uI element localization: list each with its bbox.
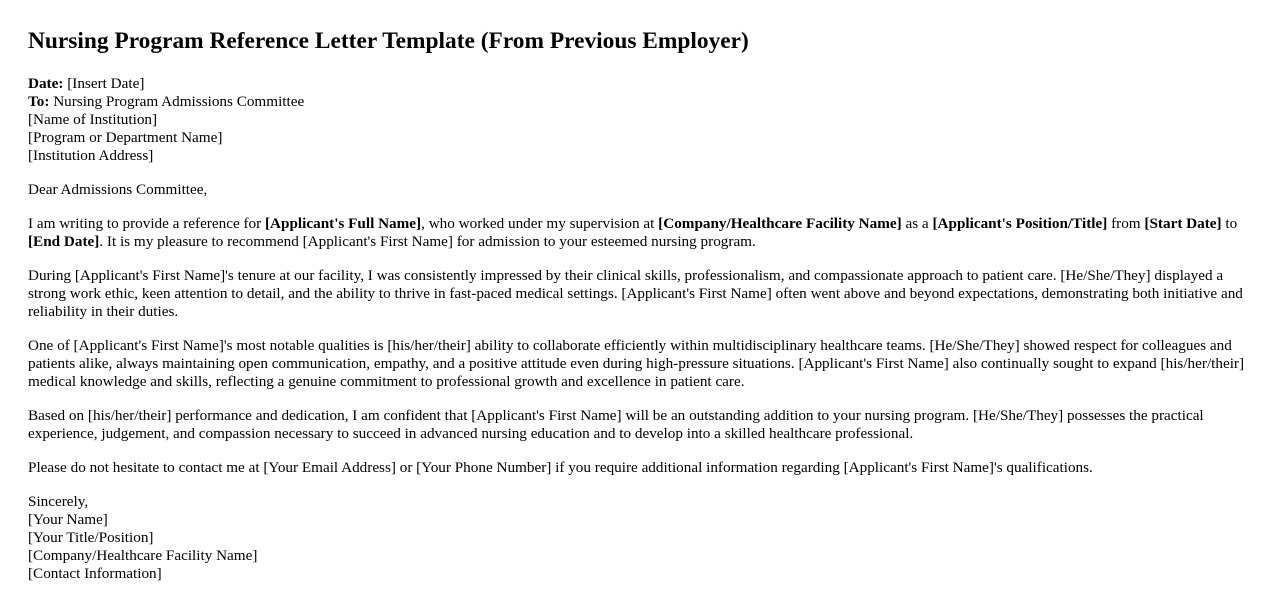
p1-text-2: , who worked under my supervision at bbox=[421, 215, 659, 232]
institution-line: [Name of Institution] bbox=[28, 111, 158, 128]
applicant-full-name: [Applicant's Full Name] bbox=[265, 215, 422, 232]
address-line: [Institution Address] bbox=[28, 147, 154, 164]
p1-text-6: . It is my pleasure to recommend [Applicant's First Name] for admission to your esteemed nursing program. bbox=[99, 233, 756, 250]
greeting: Dear Admissions Committee, bbox=[28, 181, 208, 198]
paragraph-qualities: One of [Applicant's First Name]'s most notable qualities is [his/her/their] ability to collaborate efficiently within multidisciplinary healthcare teams. [He/She/They] showed respect for colleagues and patients alike, always maintaining open communication, empathy, and a positive attitude even during high-pressure situations. [Applicant's First Name] also continually sought to expand [his/her/their] medical knowledge and skills, reflecting a genuine commitment to professional growth and excellence in patient care. bbox=[28, 337, 1245, 390]
paragraph-contact: Please do not hesitate to contact me at [Your Email Address] or [Your Phone Number] if you require additional information regarding [Applicant's First Name]'s qualifications. bbox=[28, 459, 1093, 476]
letter-closing bbox=[28, 493, 1252, 583]
program-line: [Program or Department Name] bbox=[28, 129, 223, 146]
paragraph-confidence: Based on [his/her/their] performance and dedication, I am confident that [Applicant's First Name] will be an outstanding addition to your nursing program. [He/She/They] possesses the practical experience, judgement, and compassion necessary to succeed in advanced nursing education and to develop into a skilled healthcare professional. bbox=[28, 407, 1204, 442]
paragraph-tenure: During [Applicant's First Name]'s tenure at our facility, I was consistently impressed by their clinical skills, professionalism, and compassionate approach to patient care. [He/She/They] displayed a strong work ethic, keen attention to detail, and the ability to thrive in fast-paced medical settings. [Applicant's First Name] often went above and beyond expectations, demonstrating both initiative and reliability in their duties. bbox=[28, 267, 1243, 320]
signer-company: [Company/Healthcare Facility Name] bbox=[28, 547, 258, 564]
letter-header bbox=[28, 75, 1252, 165]
start-date: [Start Date] bbox=[1144, 215, 1222, 232]
p1-text-3: as a bbox=[901, 215, 933, 232]
company-name: [Company/Healthcare Facility Name] bbox=[658, 215, 902, 232]
signer-name: [Your Name] bbox=[28, 511, 108, 528]
date-value: [Insert Date] bbox=[67, 75, 145, 92]
date-line bbox=[28, 75, 1252, 93]
end-date: [End Date] bbox=[28, 233, 100, 250]
applicant-position: [Applicant's Position/Title] bbox=[932, 215, 1108, 232]
to-value: Nursing Program Admissions Committee bbox=[53, 93, 305, 110]
to-line bbox=[28, 93, 1252, 111]
sign-off: Sincerely, bbox=[28, 493, 89, 510]
p1-text-4: from bbox=[1107, 215, 1145, 232]
date-label: Date: bbox=[28, 75, 64, 92]
p1-text-5: to bbox=[1221, 215, 1238, 232]
to-label: To: bbox=[28, 93, 50, 110]
page-title: Nursing Program Reference Letter Template (From Previous Employer) bbox=[28, 28, 749, 54]
p1-text-1: I am writing to provide a reference for bbox=[28, 215, 265, 232]
paragraph-intro bbox=[28, 215, 1252, 251]
signer-title: [Your Title/Position] bbox=[28, 529, 154, 546]
signer-contact: [Contact Information] bbox=[28, 565, 162, 582]
